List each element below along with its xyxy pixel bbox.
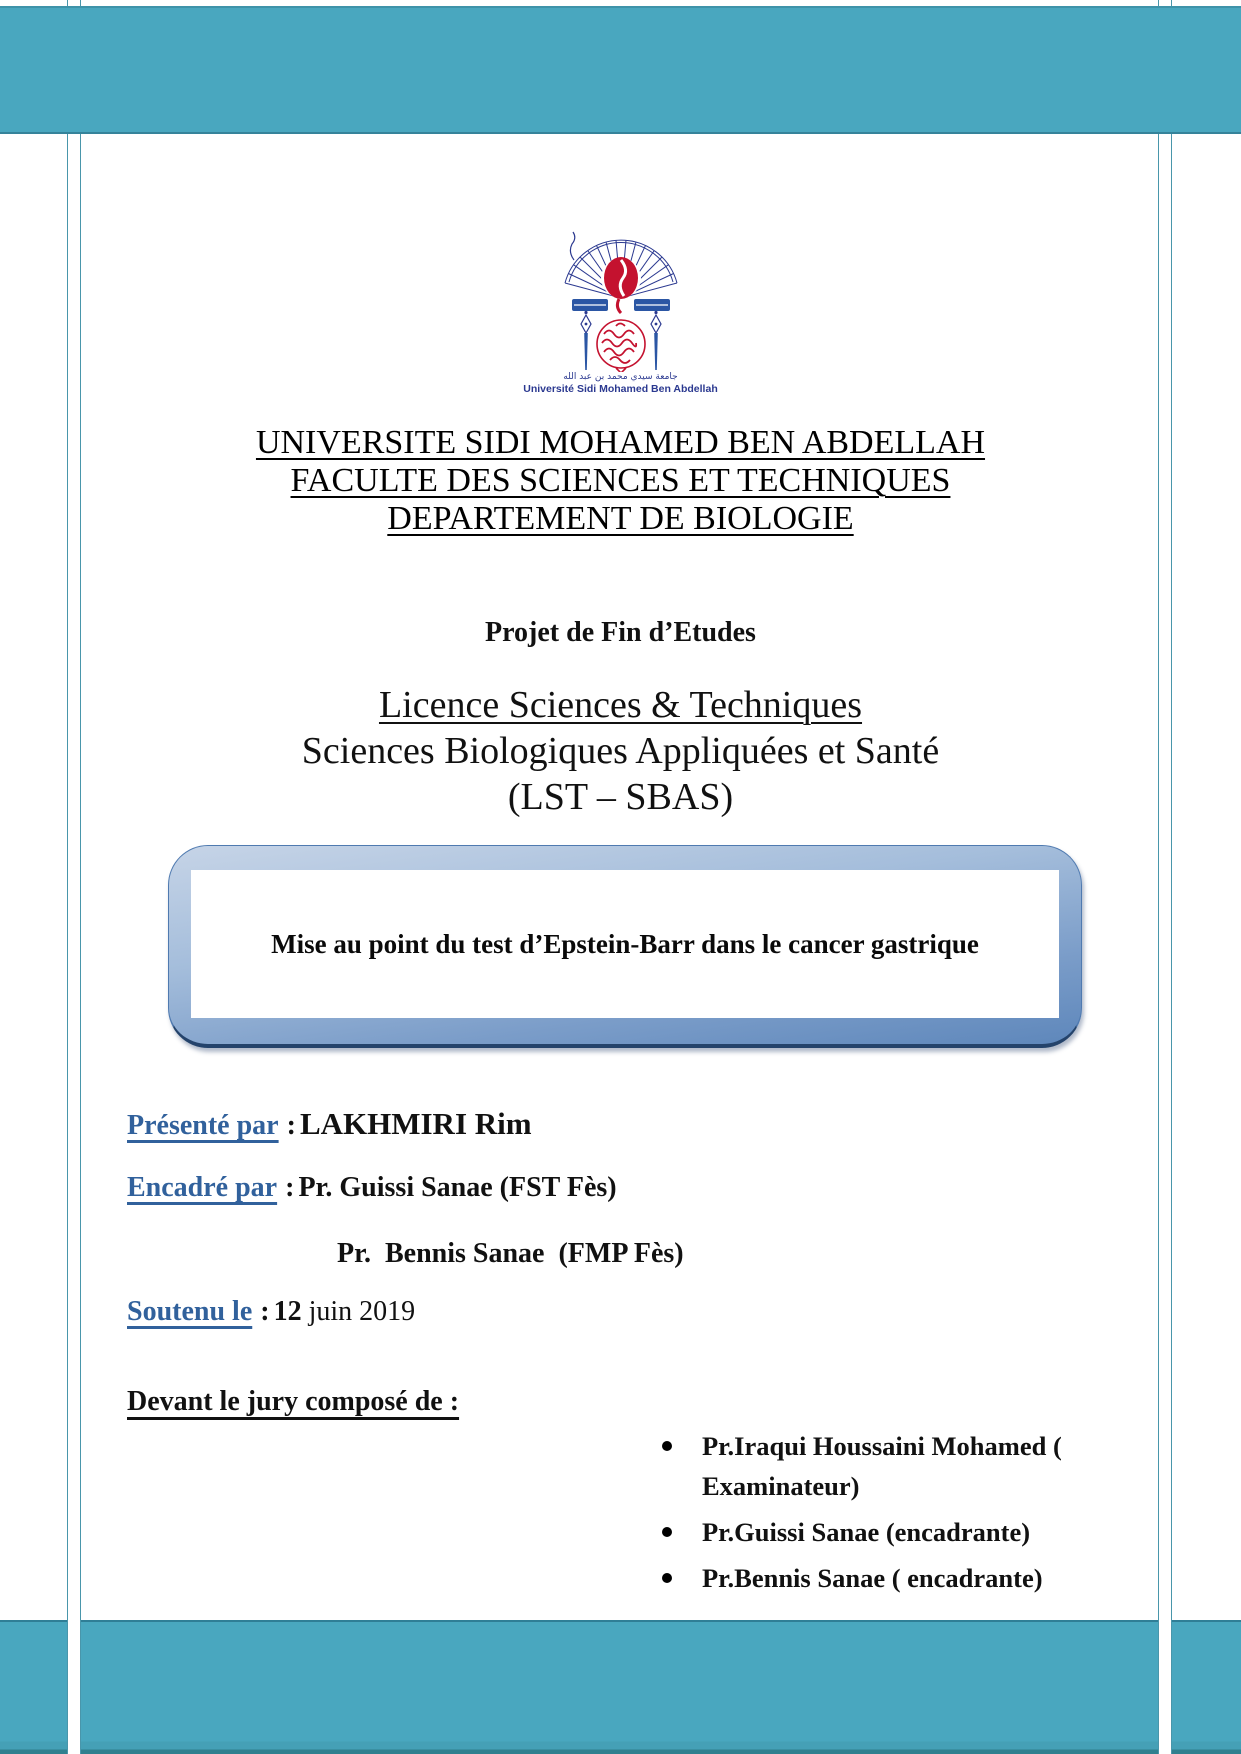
defended-on-day: 12 <box>273 1296 302 1327</box>
jury-member: Pr.Guissi Sanae (encadrante) <box>658 1512 1098 1552</box>
university-header <box>82 424 1159 538</box>
logo-seal-icon <box>597 320 645 372</box>
supervisor-secondary-row <box>337 1238 684 1270</box>
university-name-line: UNIVERSITE SIDI MOHAMED BEN ABDELLAH <box>255 424 986 461</box>
jury-list <box>658 1426 1098 1604</box>
university-logo <box>82 220 1159 396</box>
bullet-icon <box>662 1573 672 1583</box>
thesis-title: Mise au point du test d’Epstein-Barr dans le cancer gastrique <box>271 928 979 959</box>
department-name-line: DEPARTEMENT DE BIOLOGIE <box>387 500 854 537</box>
logo-pillar-left-icon <box>581 311 591 370</box>
supervised-by-value: Pr. Guissi Sanae (FST Fès) <box>298 1172 617 1203</box>
logo-arabic-caption: جامعة سيدي محمد بن عبد الله <box>563 372 678 382</box>
supervisor-secondary-value: Pr. Bennis Sanae (FMP Fès) <box>337 1238 684 1269</box>
right-margin-rule <box>1158 0 1172 1754</box>
left-margin-rule <box>67 0 81 1754</box>
logo-latin-caption: Université Sidi Mohamed Ben Abdellah <box>523 383 718 395</box>
logo-calligraphy-icon <box>604 257 638 313</box>
bullet-icon <box>662 1527 672 1537</box>
thesis-title-box <box>168 845 1082 1048</box>
degree-acronym-line: (LST – SBAS) <box>507 776 734 818</box>
defended-on-label: Soutenu le <box>127 1296 253 1327</box>
defended-on-separator: : <box>260 1296 270 1327</box>
presented-by-value: LAKHMIRI Rim <box>299 1106 532 1141</box>
degree-subtitle-line: Sciences Biologiques Appliquées et Santé <box>301 730 940 772</box>
supervised-by-row <box>127 1172 617 1204</box>
jury-member: Pr.Iraqui Houssaini Mohamed ( Examinateur) <box>658 1426 1098 1506</box>
logo-pillar-right-icon <box>651 311 661 370</box>
defended-on-date: juin 2019 <box>301 1296 416 1327</box>
thesis-title-box-inner <box>191 870 1059 1018</box>
logo-books-icon <box>572 299 670 311</box>
presented-by-row <box>127 1106 532 1142</box>
defended-on-row <box>127 1296 415 1328</box>
bullet-icon <box>662 1441 672 1451</box>
supervised-by-label: Encadré par <box>127 1172 278 1203</box>
university-logo-icon <box>556 220 686 372</box>
degree-title-line: Licence Sciences & Techniques <box>378 684 863 726</box>
presented-by-label: Présenté par <box>127 1110 279 1141</box>
jury-heading: Devant le jury composé de : <box>127 1386 460 1417</box>
jury-member: Pr.Bennis Sanae ( encadrante) <box>658 1558 1098 1598</box>
supervised-by-separator: : <box>285 1172 295 1203</box>
faculty-name-line: FACULTE DES SCIENCES ET TECHNIQUES <box>290 462 951 499</box>
degree-block <box>82 682 1159 820</box>
presented-by-separator: : <box>286 1110 296 1141</box>
project-type-label: Projet de Fin d’Etudes <box>485 617 756 648</box>
